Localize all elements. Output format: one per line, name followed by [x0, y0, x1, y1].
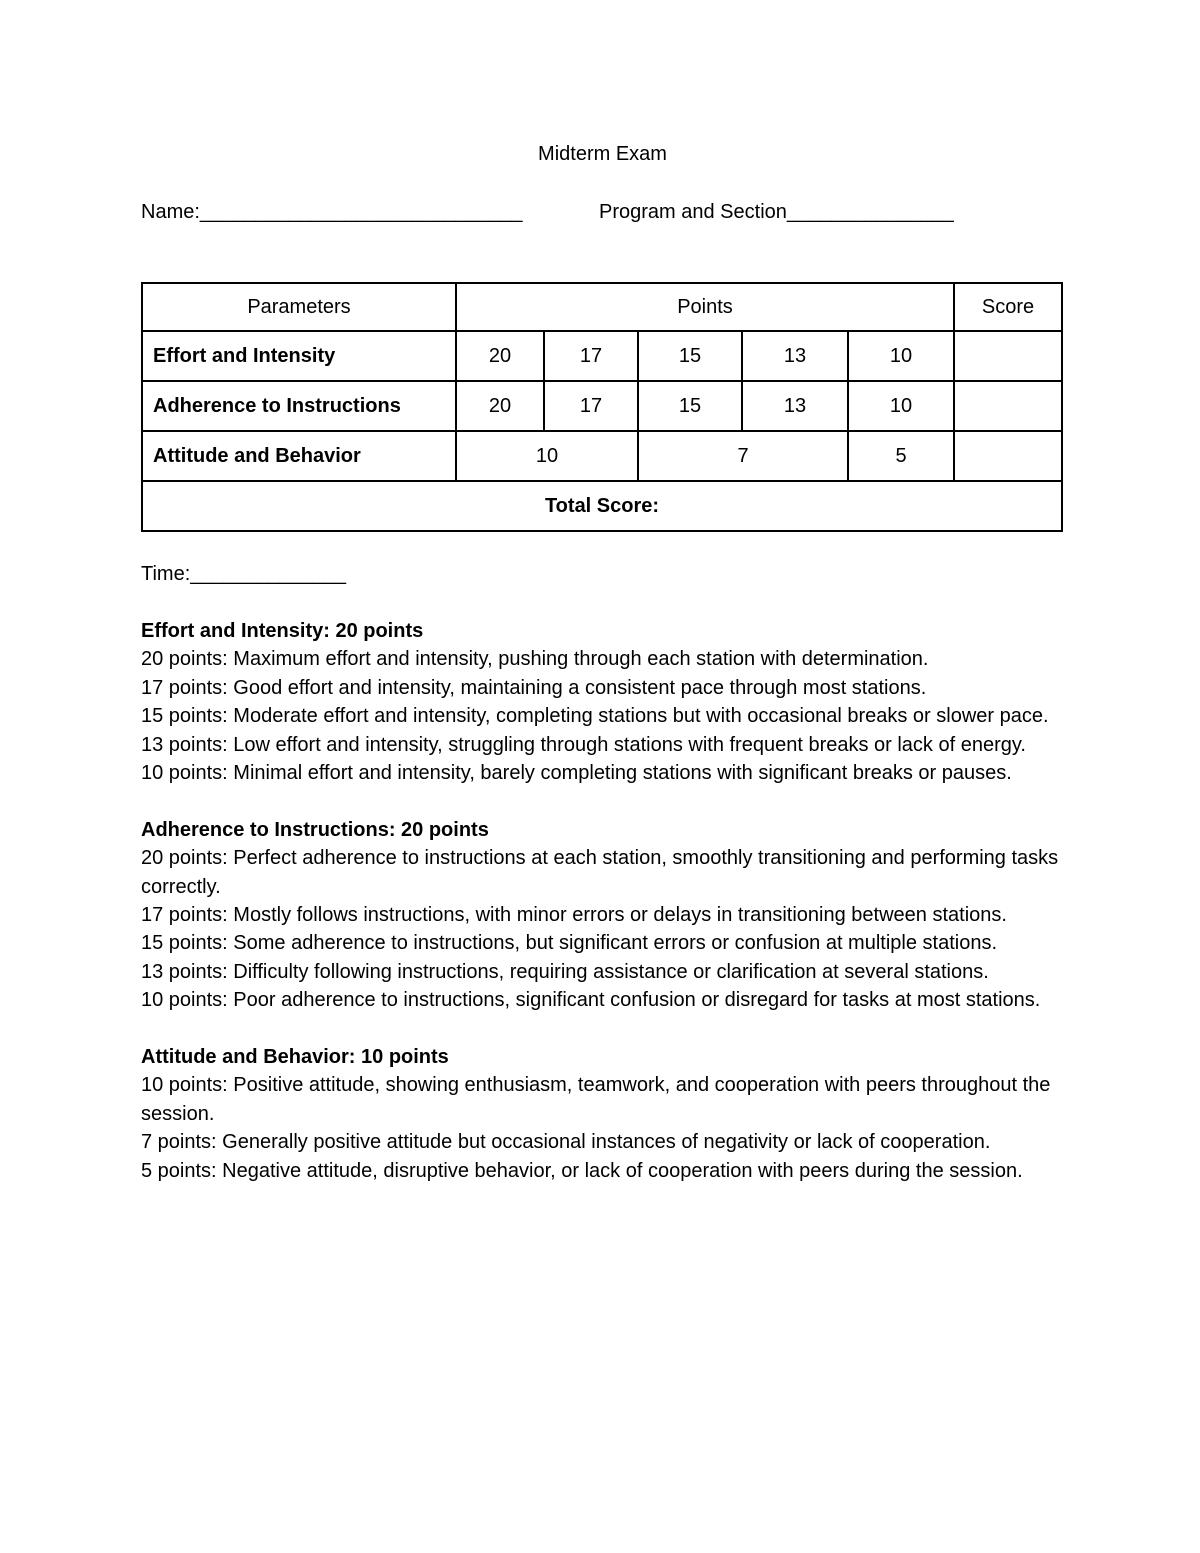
criteria-section-effort [141, 617, 1066, 787]
points-cell: 20 [456, 381, 544, 431]
criteria-item: 20 points: Maximum effort and intensity, pushing through each station with determination. [141, 648, 929, 671]
criteria-item: 10 points: Positive attitude, showing enthusiasm, teamwork, and cooperation with peers throughout the session. [141, 1074, 1051, 1125]
points-cell: 13 [742, 331, 848, 381]
score-cell [954, 331, 1062, 381]
header-score: Score [954, 283, 1062, 331]
criteria-item: 7 points: Generally positive attitude but occasional instances of negativity or lack of cooperation. [141, 1131, 991, 1154]
criteria-item: 20 points: Perfect adherence to instructions at each station, smoothly transitioning and performing tasks correctly. [141, 847, 1059, 898]
section-heading: Attitude and Behavior: 10 points [141, 1046, 449, 1069]
section-heading: Effort and Intensity: 20 points [141, 620, 424, 642]
points-cell: 17 [544, 381, 638, 431]
criteria-item: 17 points: Mostly follows instructions, with minor errors or delays in transitioning between stations. [141, 904, 1007, 927]
table-row [142, 381, 1062, 431]
criteria-item: 10 points: Minimal effort and intensity, barely completing stations with significant breaks or pauses. [141, 762, 1012, 785]
criteria-item: 10 points: Poor adherence to instructions, significant confusion or disregard for tasks at most stations. [141, 989, 1041, 1012]
points-cell: 10 [848, 331, 954, 381]
criteria-section-adherence [141, 816, 1066, 1015]
row-label: Adherence to Instructions [142, 381, 456, 431]
name-field-line: Name:_____________________________ [141, 201, 523, 223]
points-cell: 15 [638, 331, 742, 381]
points-cell: 15 [638, 381, 742, 431]
page-title: Midterm Exam [538, 143, 667, 165]
score-cell [954, 431, 1062, 481]
row-label: Effort and Intensity [142, 331, 456, 381]
points-cell: 5 [848, 431, 954, 481]
criteria-item: 15 points: Some adherence to instructions, but significant errors or confusion at multiple stations. [141, 932, 998, 955]
header-points: Points [456, 283, 954, 331]
criteria-item: 15 points: Moderate effort and intensity, completing stations but with occasional breaks or slower pace. [141, 705, 1049, 728]
rubric-table [141, 282, 1063, 532]
points-cell: 10 [456, 431, 638, 481]
points-cell: 17 [544, 331, 638, 381]
table-row [142, 431, 1062, 481]
criteria-section-attitude [141, 1043, 1066, 1185]
criteria-item: 5 points: Negative attitude, disruptive behavior, or lack of cooperation with peers during the session. [141, 1159, 1023, 1182]
points-cell: 13 [742, 381, 848, 431]
criteria-item: 17 points: Good effort and intensity, maintaining a consistent pace through most stations. [141, 676, 927, 699]
criteria-item: 13 points: Low effort and intensity, struggling through stations with frequent breaks or lack of energy. [141, 733, 1026, 756]
section-heading: Adherence to Instructions: 20 points [141, 818, 489, 841]
total-score-row [142, 481, 1062, 531]
program-section-field-line: Program and Section_______________ [599, 201, 954, 223]
points-cell: 10 [848, 381, 954, 431]
time-field-line: Time:______________ [141, 563, 346, 585]
header-parameters: Parameters [142, 283, 456, 331]
total-score-label: Total Score: [142, 481, 1062, 531]
row-label: Attitude and Behavior [142, 431, 456, 481]
criteria-text [141, 617, 1066, 1213]
criteria-item: 13 points: Difficulty following instructions, requiring assistance or clarification at several stations. [141, 960, 989, 983]
table-header-row [142, 283, 1062, 331]
points-cell: 7 [638, 431, 848, 481]
table-row [142, 331, 1062, 381]
points-cell: 20 [456, 331, 544, 381]
score-cell [954, 381, 1062, 431]
